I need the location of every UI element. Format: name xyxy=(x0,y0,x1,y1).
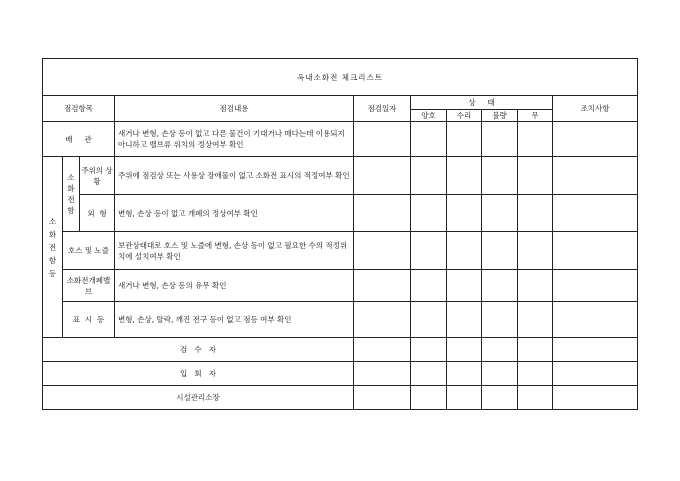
row-content-indicator: 변형, 손상, 탈락, 깨진 전구 등이 없고 점등 여부 확인 xyxy=(115,302,354,338)
signature-cell[interactable] xyxy=(553,362,638,386)
signature-cell[interactable] xyxy=(411,362,447,386)
check-bad-cell[interactable] xyxy=(482,157,518,195)
check-good-cell[interactable] xyxy=(411,232,447,270)
action-cell[interactable] xyxy=(553,157,638,195)
date-cell[interactable] xyxy=(354,302,411,338)
table-row xyxy=(43,270,638,302)
check-repair-cell[interactable] xyxy=(447,122,482,157)
check-bad-cell[interactable] xyxy=(482,302,518,338)
signature-witness-label: 입 회 자 xyxy=(43,362,354,386)
signature-cell[interactable] xyxy=(518,362,553,386)
row-content-surroundings: 주위에 점검상 또는 사용상 장애물이 없고 소화전 표시의 적정여부 확인 xyxy=(115,157,354,195)
signature-manager-label: 시설관리소장 xyxy=(43,386,354,410)
action-cell[interactable] xyxy=(553,232,638,270)
status-none: 무 xyxy=(518,110,553,122)
page-title: 옥내소화전 체크리스트 xyxy=(43,59,638,96)
action-cell[interactable] xyxy=(553,302,638,338)
signature-cell[interactable] xyxy=(482,338,518,362)
row-label-indicator: 표 시 등 xyxy=(63,302,115,338)
signature-cell[interactable] xyxy=(447,362,482,386)
check-none-cell[interactable] xyxy=(518,302,553,338)
table-row xyxy=(43,302,638,338)
signature-cell[interactable] xyxy=(354,386,411,410)
row-content-valve: 새거나 변형, 손상 등의 유무 확인 xyxy=(115,270,354,302)
row-content-exterior: 변형, 손상 등이 없고 개폐의 정상여부 확인 xyxy=(115,195,354,232)
signature-inspector-label: 검 수 자 xyxy=(43,338,354,362)
row-label-valve: 소화전개폐밸 브 xyxy=(63,270,115,302)
check-repair-cell[interactable] xyxy=(447,302,482,338)
check-good-cell[interactable] xyxy=(411,270,447,302)
signature-cell[interactable] xyxy=(482,362,518,386)
signature-cell[interactable] xyxy=(411,386,447,410)
table-row xyxy=(43,232,638,270)
row-content-hose: 보관상태대로 호스 및 노즐에 변형, 손상 등이 없고 필요한 수의 적정위치에 설치여부 확인 xyxy=(115,232,354,270)
check-repair-cell[interactable] xyxy=(447,195,482,232)
row-content-piping: 새거나 변형, 손상 등이 없고 다른 물건이 기대거나 매다는데 이용되지 아니하고 밸브류 위치의 정상여부 확인 xyxy=(115,122,354,157)
check-none-cell[interactable] xyxy=(518,270,553,302)
check-bad-cell[interactable] xyxy=(482,122,518,157)
signature-cell[interactable] xyxy=(482,386,518,410)
header-status: 상 태 xyxy=(411,96,553,110)
action-cell[interactable] xyxy=(553,195,638,232)
status-bad: 불량 xyxy=(482,110,518,122)
status-good: 양호 xyxy=(411,110,447,122)
signature-row xyxy=(43,362,638,386)
signature-cell[interactable] xyxy=(354,362,411,386)
check-good-cell[interactable] xyxy=(411,157,447,195)
check-repair-cell[interactable] xyxy=(447,157,482,195)
date-cell[interactable] xyxy=(354,195,411,232)
signature-cell[interactable] xyxy=(354,338,411,362)
header-action: 조치사항 xyxy=(553,96,638,122)
signature-cell[interactable] xyxy=(447,338,482,362)
date-cell[interactable] xyxy=(354,122,411,157)
header-content: 점검내용 xyxy=(115,96,354,122)
check-repair-cell[interactable] xyxy=(447,232,482,270)
check-none-cell[interactable] xyxy=(518,157,553,195)
check-good-cell[interactable] xyxy=(411,195,447,232)
signature-cell[interactable] xyxy=(447,386,482,410)
status-repair: 수리 xyxy=(447,110,482,122)
check-bad-cell[interactable] xyxy=(482,232,518,270)
row-label-surroundings: 주위의 상 황 xyxy=(80,157,115,195)
header-date: 점검일자 xyxy=(354,96,411,122)
row-label-piping: 배 관 xyxy=(43,122,115,157)
checklist-table xyxy=(42,58,638,410)
check-none-cell[interactable] xyxy=(518,195,553,232)
action-cell[interactable] xyxy=(553,122,638,157)
group-label-cabinet: 소화전함등 xyxy=(43,157,63,338)
table-row xyxy=(43,157,638,195)
signature-row xyxy=(43,338,638,362)
signature-row xyxy=(43,386,638,410)
table-row xyxy=(43,195,638,232)
check-none-cell[interactable] xyxy=(518,232,553,270)
signature-cell[interactable] xyxy=(411,338,447,362)
signature-cell[interactable] xyxy=(553,386,638,410)
check-bad-cell[interactable] xyxy=(482,195,518,232)
cabinet-label: 소화전함 xyxy=(63,157,80,232)
check-repair-cell[interactable] xyxy=(447,270,482,302)
date-cell[interactable] xyxy=(354,232,411,270)
check-good-cell[interactable] xyxy=(411,302,447,338)
signature-cell[interactable] xyxy=(553,338,638,362)
action-cell[interactable] xyxy=(553,270,638,302)
signature-cell[interactable] xyxy=(518,386,553,410)
row-label-exterior: 외 형 xyxy=(80,195,115,232)
row-label-hose: 호스 및 노즐 xyxy=(63,232,115,270)
check-good-cell[interactable] xyxy=(411,122,447,157)
date-cell[interactable] xyxy=(354,270,411,302)
date-cell[interactable] xyxy=(354,157,411,195)
header-item: 점검항목 xyxy=(43,96,115,122)
signature-cell[interactable] xyxy=(518,338,553,362)
table-row xyxy=(43,122,638,157)
check-none-cell[interactable] xyxy=(518,122,553,157)
check-bad-cell[interactable] xyxy=(482,270,518,302)
